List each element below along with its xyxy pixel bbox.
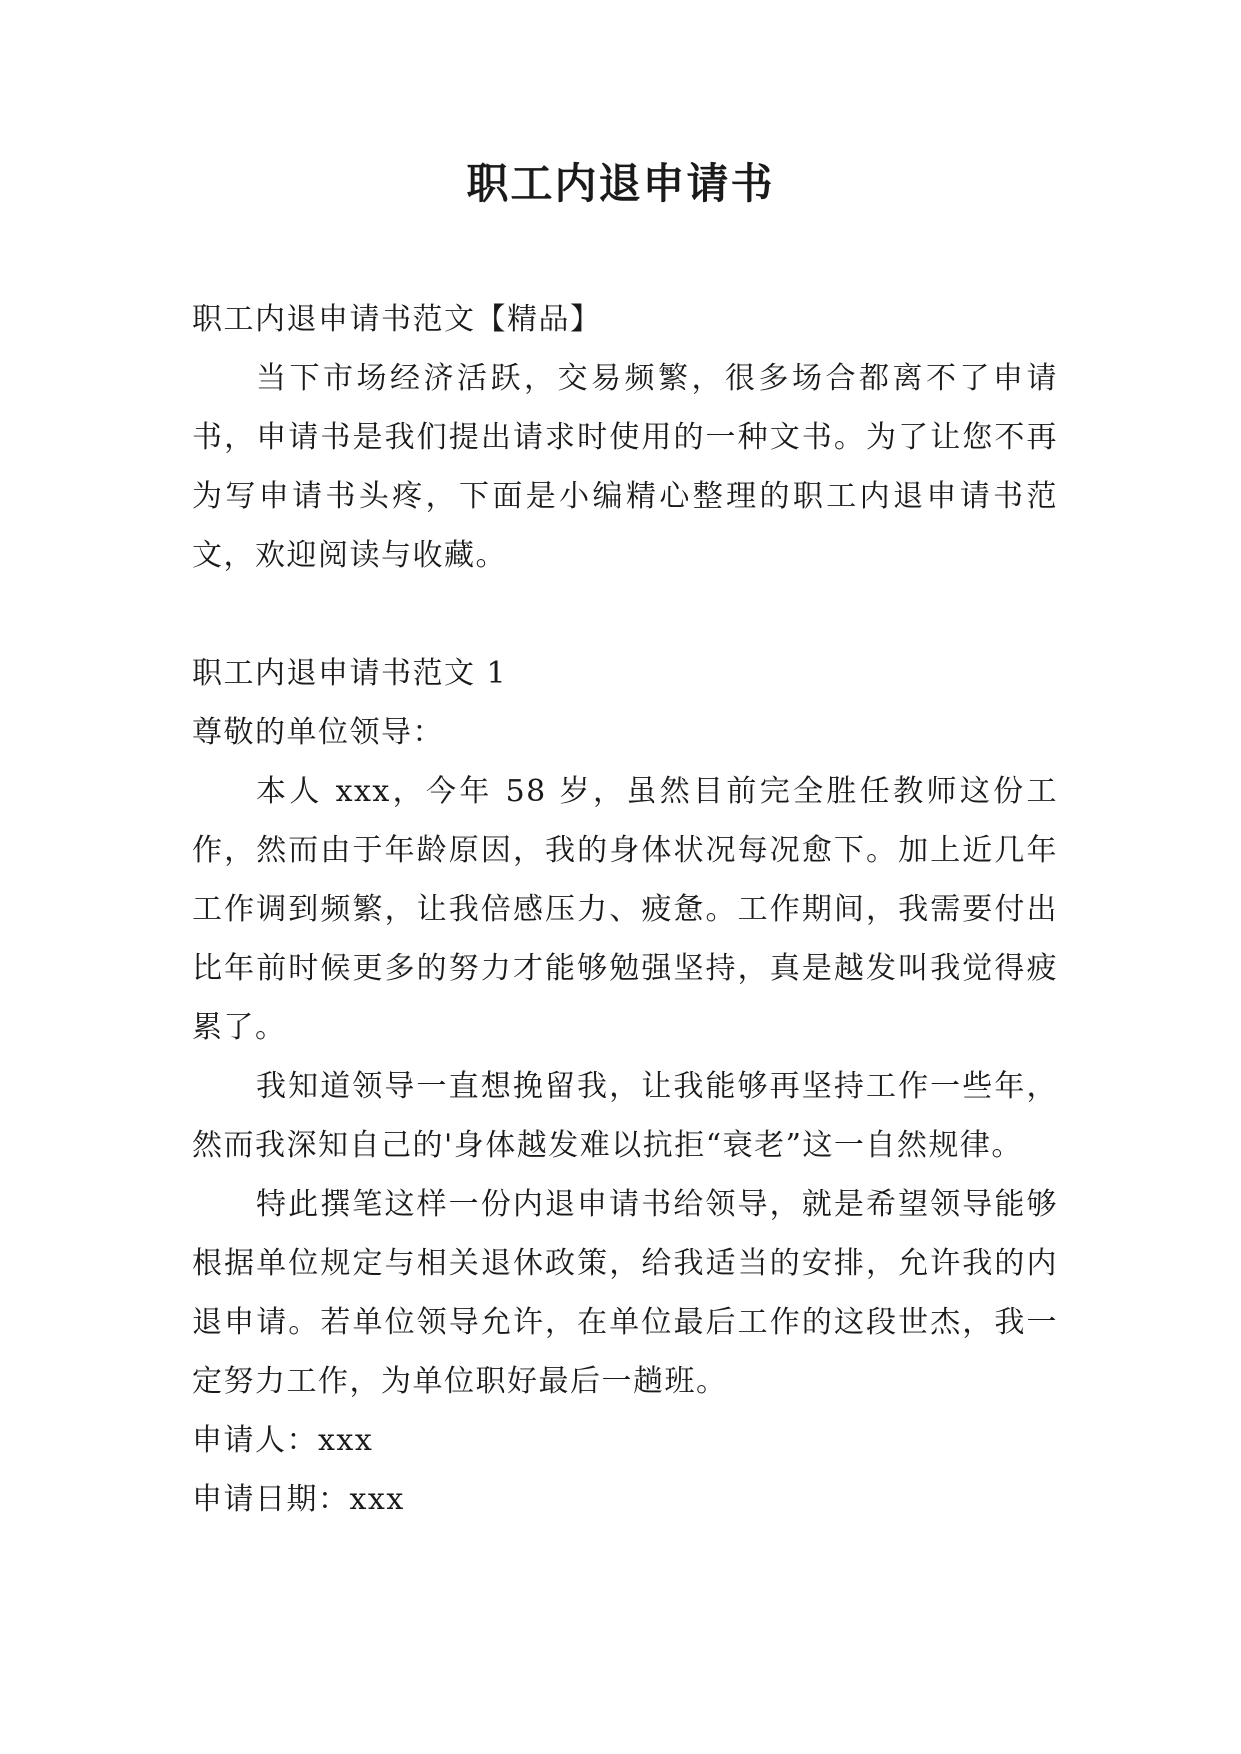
salutation: 尊敬的单位领导： (192, 715, 444, 750)
date-line: 申请日期：xxx (192, 1482, 405, 1517)
sample-heading: 职工内退申请书范文 1 (192, 656, 508, 691)
body-paragraph-1: 本人 xxx，今年 58 岁，虽然目前完全胜任教师这份工作，然而由于年龄原因，我的身体状况每况愈下。加上近几年工作调到频繁，让我倍感压力、疲惫。工作期间，我需要付出比年前时候更多的努力才能够勉强坚持，真是越发叫我觉得疲累了。 (192, 774, 1058, 1045)
blank-line (192, 585, 1058, 644)
body-paragraph-3: 特此撰笔这样一份内退申请书给领导，就是希望领导能够根据单位规定与相关退休政策，给我适当的安排，允许我的内退申请。若单位领导允许，在单位最后工作的这段世杰，我一定努力工作，为单位职好最后一趟班。 (192, 1187, 1058, 1399)
document-body (192, 290, 1058, 1529)
body-paragraph-2: 我知道领导一直想挽留我，让我能够再坚持工作一些年，然而我深知自己的'身体越发难以抗拒“衰老”这一自然规律。 (192, 1069, 1058, 1163)
document-title: 职工内退申请书 (466, 159, 775, 208)
applicant-line: 申请人：xxx (192, 1423, 374, 1458)
intro-heading: 职工内退申请书范文【精品】 (192, 302, 602, 337)
intro-paragraph: 当下市场经济活跃，交易频繁，很多场合都离不了申请书，申请书是我们提出请求时使用的一种文书。为了让您不再为写申请书头疼，下面是小编精心整理的职工内退申请书范文，欢迎阅读与收藏。 (192, 361, 1058, 573)
